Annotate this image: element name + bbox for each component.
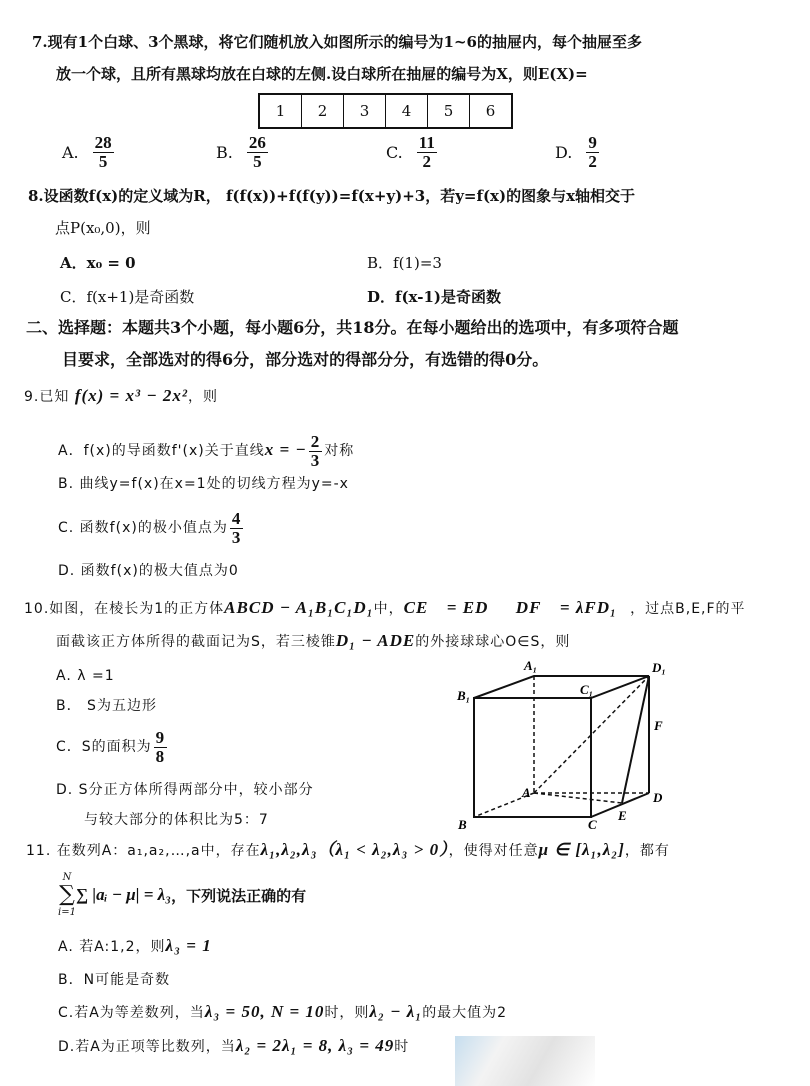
- q8-option-b: B．f(1)=3: [367, 254, 442, 272]
- math: λ₂ = 2λ₁ = 8, λ₃ = 49: [235, 1036, 395, 1055]
- math: ∑ |aᵢ − μ| = λ₃: [75, 885, 172, 904]
- q10-option-b: B． S为五边形: [56, 698, 157, 714]
- edge-ae: [534, 793, 622, 803]
- q8-option-d: D．f(x-1)是奇函数: [367, 288, 501, 306]
- text: ，都有: [624, 843, 670, 859]
- section-2-heading-line2: 目要求，全部选对的得6分，部分选对的得部分分，有选错的得0分。: [62, 350, 549, 369]
- math: f(x) = x³ − 2x²: [74, 386, 188, 405]
- math: x = −: [264, 440, 307, 459]
- q11-option-c: [58, 1002, 507, 1023]
- text: 时: [394, 1039, 410, 1055]
- front-face: [474, 698, 591, 817]
- q11-option-a: [58, 936, 212, 957]
- denominator: 2: [422, 152, 432, 171]
- drawer-2: 2: [302, 95, 344, 127]
- math: ABCD − A₁B₁C₁D₁: [224, 598, 374, 617]
- q8-option-a: A．x₀ = 0: [60, 254, 136, 272]
- label-b1: B₁: [457, 688, 471, 703]
- label-e: E: [618, 808, 627, 823]
- text: 的最大值为2: [422, 1005, 508, 1021]
- q9-option-b: B. 曲线y=f(x)在x=1处的切线方程为y=-x: [58, 476, 349, 492]
- sum-limits: [58, 872, 76, 918]
- math: λ₁,λ₂,λ₃（λ₁ < λ₂,λ₃ > 0）: [260, 840, 449, 859]
- text: 时，则: [324, 1005, 370, 1021]
- q11-sum-formula: [58, 872, 306, 918]
- numerator: 4: [231, 508, 242, 528]
- option-label: B.: [216, 143, 233, 162]
- denominator: 5: [98, 152, 108, 171]
- scan-smudge-overlay: [455, 1036, 595, 1086]
- numerator: 28: [94, 133, 112, 152]
- q10-option-d-line1: D. S分正方体所得两部分中，较小部分: [56, 782, 314, 798]
- text: C.若A为等差数列，当: [58, 1005, 205, 1021]
- text: ，则: [187, 389, 218, 405]
- text: 的外接球球心O∈S，则: [415, 634, 571, 650]
- q11-option-d: [58, 1036, 409, 1057]
- q10-option-a: A. λ =1: [56, 668, 115, 684]
- drawer-5: 5: [428, 95, 470, 127]
- drawer-1: 1: [260, 95, 302, 127]
- text: 10.如图，在棱长为1的正方体: [24, 601, 225, 617]
- text: A．f(x)的导函数f'(x)关于直线: [58, 443, 265, 459]
- q8-option-c: C．f(x+1)是奇函数: [60, 288, 195, 306]
- text: 11. 在数列A：a₁,a₂,…,a: [26, 843, 201, 859]
- q11-option-b: B．N可能是奇数: [58, 972, 171, 988]
- denominator: 3: [310, 450, 321, 470]
- q8-stem-line2: 点P(x₀,0)，则: [55, 219, 151, 237]
- q9-option-d: D. 函数f(x)的极大值点为0: [58, 563, 239, 579]
- drawer-4: 4: [386, 95, 428, 127]
- q11-stem-line1: [26, 840, 670, 861]
- label-b: B: [458, 817, 467, 832]
- drawer-3: 3: [344, 95, 386, 127]
- q7-stem-line1: 7.现有1个白球、3个黑球，将它们随机放入如图所示的编号为1~6的抽屉内，每个抽屉至多: [32, 33, 642, 51]
- math: λ₃ = 1: [165, 936, 212, 955]
- label-f: F: [654, 718, 663, 733]
- section-2-heading-line1: 二、选择题：本题共3个小题，每小题6分，共18分。在每小题给出的选项中，有多项符合题: [26, 318, 679, 337]
- q10-option-d-line2: 与较大部分的体积比为5：7: [84, 812, 269, 828]
- denominator: 3: [231, 527, 242, 547]
- q8-stem-line1: 8.设函数f(x)的定义域为R， f(f(x))+f(f(y))=f(x+y)+3，若y=f(x)的图象与x轴相交于: [28, 187, 636, 205]
- text: 中，: [373, 601, 404, 617]
- text: A. 若A:1,2，则: [58, 939, 166, 955]
- label-d1: D₁: [652, 660, 666, 675]
- text: D.若A为正项等比数列，当: [58, 1039, 236, 1055]
- text: C. 函数f(x)的极小值点为: [58, 520, 228, 536]
- option-label: C.: [386, 143, 403, 162]
- text: ，过点B,E,F的平: [630, 601, 746, 617]
- text: 面截该正方体所得的截面记为S，若三棱锥: [56, 634, 336, 650]
- numerator: 26: [248, 133, 266, 152]
- math: λ₂ − λ₁: [369, 1002, 423, 1021]
- text: ，下列说法正确的有: [171, 886, 307, 905]
- drawer-6: 6: [485, 102, 496, 120]
- label-c1: C₁: [580, 682, 594, 697]
- denominator: 5: [253, 152, 262, 171]
- text: 对称: [324, 443, 355, 459]
- denominator: 2: [588, 152, 597, 171]
- numerator: 9: [155, 727, 166, 747]
- label-a1: A₁: [524, 658, 538, 673]
- label-a: A: [522, 785, 531, 800]
- sigma-symbol: ∑: [59, 882, 75, 907]
- option-label: A.: [62, 143, 79, 162]
- numerator: 2: [310, 431, 321, 451]
- edge-d1e: [622, 676, 649, 803]
- numerator: 11: [418, 133, 435, 152]
- label-d: D: [653, 790, 663, 805]
- text: ，使得对任意: [448, 843, 539, 859]
- math: D₁ − ADE: [335, 631, 416, 650]
- math: CE⃗ = ED⃗，DF⃗ = λFD₁⃗: [403, 598, 631, 617]
- label-c: C: [588, 817, 597, 832]
- text: 9.已知: [24, 389, 70, 405]
- sum-lower: i=1: [58, 907, 76, 918]
- sum-upper: N: [62, 872, 72, 883]
- text: 中，存在: [200, 843, 261, 859]
- denominator: 8: [155, 746, 166, 766]
- cube-solid-edges: [474, 676, 649, 817]
- q7-stem-line2: 放一个球，且所有黑球均放在白球的左侧.设白球所在抽屉的编号为X，则E(X)=: [56, 65, 588, 83]
- math: λ₃ = 50, N = 10: [204, 1002, 325, 1021]
- math: μ ∈ [λ₁,λ₂]: [538, 840, 625, 859]
- numerator: 9: [588, 133, 597, 152]
- top-face: [474, 676, 649, 698]
- text: C．S的面积为: [56, 739, 152, 755]
- option-label: D.: [555, 143, 573, 162]
